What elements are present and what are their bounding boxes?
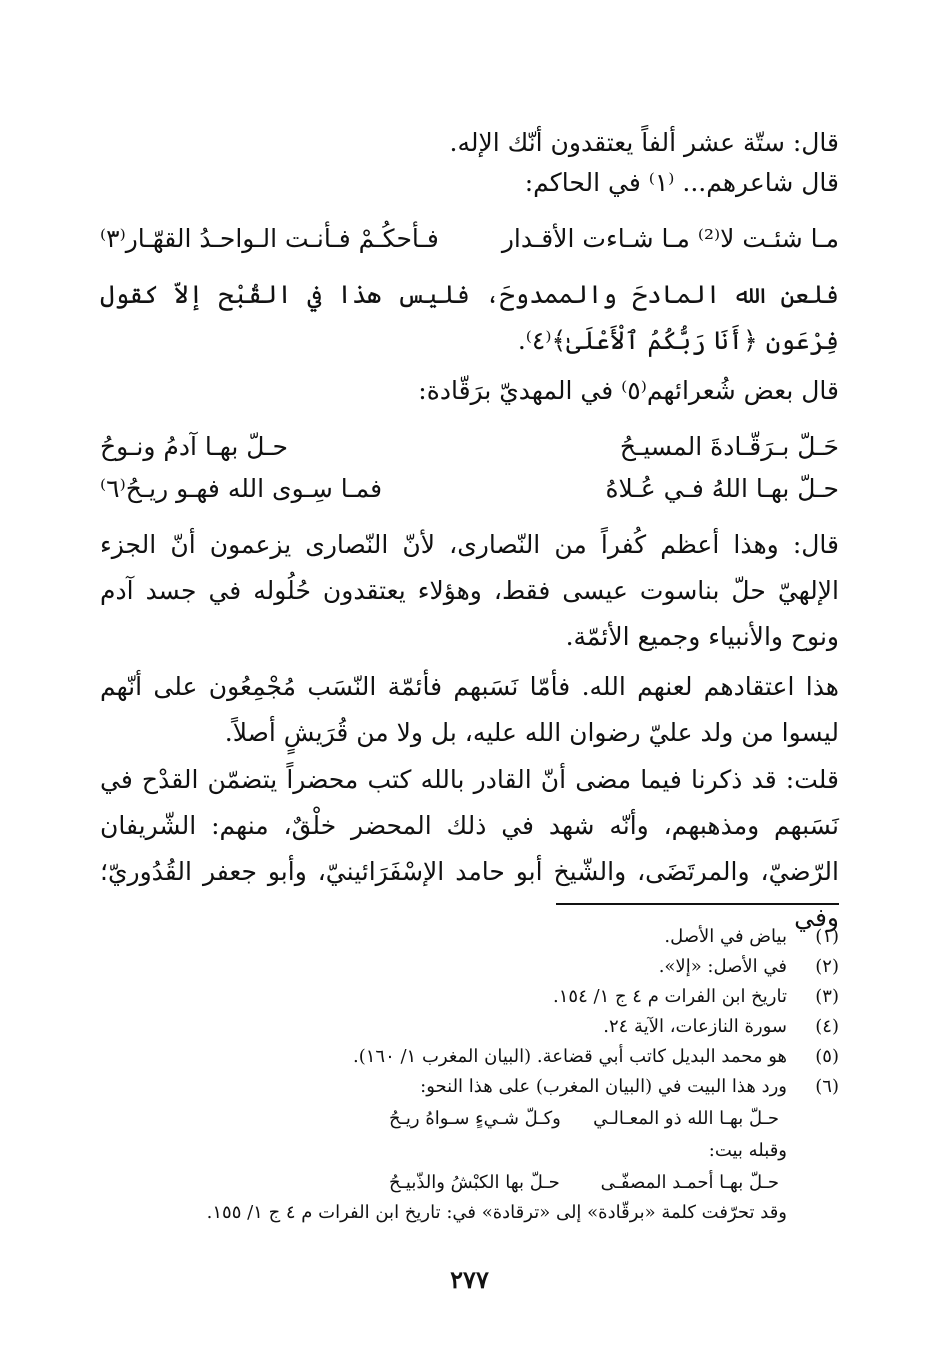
verse-second-hemistich: حـلّ بها الكبْشُ والذّبيـحُ [389,1172,560,1193]
paragraph: قلت: قد ذكرنا فيما مضى أنّ القادر بالله كتب محضراً يتضمّن القدْح في نَسَبهم ومذهبهم، وأنّه شهد في ذلك المحضر خلْقٌ، منهم: الشّريفان الرّضيّ، والمرتَضَى، والشّيخ أبو حامد الإسْفَرَائينيّ، وأبو جعفر القُدُوريّ؛ وفي [100,765,839,932]
footnote-text: تاريخ ابن الفرات م ٤ ج ١/ ١٥٤. [553,986,787,1007]
paragraph: فلعن الله المادحَ والممدوحَ، فليس هذا في القُبْح إلاّ كقول فِرْعَون ﴿أَنَا رَبُّكُمُ ٱلْأَعْلَىٰ﴾⁽٤⁾. [100,280,839,355]
footnote-number: (١) [815,926,839,947]
footnote-text: هو محمد البديل كاتب أبي قضاعة. (البيان المغرب ١/ ١٦٠). [352,1046,787,1067]
poem-verse [100,430,839,464]
paragraph: هذا اعتقادهم لعنهم الله. فأمّا نَسَبهم فأئمّة النّسَب مُجْمِعُون على أنّهم ليسوا من ولد عليّ رضوان الله عليه، بل ولا من قُرَيشٍ أصلاً. [100,672,839,747]
footnote-verse [389,1168,779,1198]
text-line: قال: ستّة عشر ألفاً يعتقدون أنّك الإله. [449,128,839,157]
verse-first-hemistich: حـلّ بهـا الله ذو المعـالـي [593,1108,779,1129]
footnote-text: ورد هذا البيت في (البيان المغرب) على هذا النحو: [420,1076,787,1097]
verse-second-hemistich: وكـلّ شـيءٍ سـواهُ ريـحُ [389,1108,561,1129]
footnote-text: في الأصل: «إلا». [658,956,787,977]
page-number: ٢٧٧ [450,1265,489,1294]
footnote-text: وقبله بيت: [708,1140,787,1161]
footnote-verse [389,1104,779,1134]
footnote-text: بياض في الأصل. [664,926,787,947]
footnote-number: (٢) [815,956,839,977]
footnote-separator [556,903,839,905]
text-line: قال شاعرهم... ⁽١⁾ في الحاكم: [524,168,839,197]
poem-verse [100,472,839,506]
verse-first-hemistich: حَـلّ بـرَقّـادةَ المسيـحُ [619,432,839,461]
footnote-number: (٣) [815,986,839,1007]
text-line: قال بعض شُعرائهم⁽٥⁾ في المهديّ برَقّادة: [418,376,839,405]
footnote-text: سورة النازعات، الآية ٢٤. [603,1016,787,1037]
verse-second-hemistich: فـأحكُـمْ فـأنـت الـواحـدُ القهّـار⁽٣⁾ [100,224,439,253]
verse-second-hemistich: حـلّ بهـا آدمُ ونـوحُ [100,432,288,461]
footnote-number: (٥) [815,1046,839,1067]
paragraph: قال: وهذا أعظم كُفراً من النّصارى، لأنّ النّصارى يزعمون أنّ الجزء الإلهيّ حلّ بناسوت عيسى فقط، وهؤلاء يعتقدون حُلُوله في جسد آدم ونوح والأنبياء وجميع الأئمّة. [100,530,839,651]
footnote-number: (٤) [815,1016,839,1037]
verse-first-hemistich: حـلّ بهـا أحمـد المصفّـى [600,1172,779,1193]
verse-first-hemistich: حـلّ بهـا اللهُ فـي عُـلاهُ [605,474,839,503]
footnote-number: (٦) [815,1076,839,1097]
footnote-text: وقد تحرّفت كلمة «برقّادة» إلى «ترقادة» في: تاريخ ابن الفرات م ٤ ج ١/ ١٥٥. [206,1202,787,1223]
poem-verse [100,222,839,256]
verse-second-hemistich: فمـا سِـوى الله فهـو ريـحُ⁽٦⁾ [100,474,383,503]
verse-first-hemistich: مـا شئـت لا⁽²⁾ مـا شـاءت الأقـدار [501,224,839,253]
